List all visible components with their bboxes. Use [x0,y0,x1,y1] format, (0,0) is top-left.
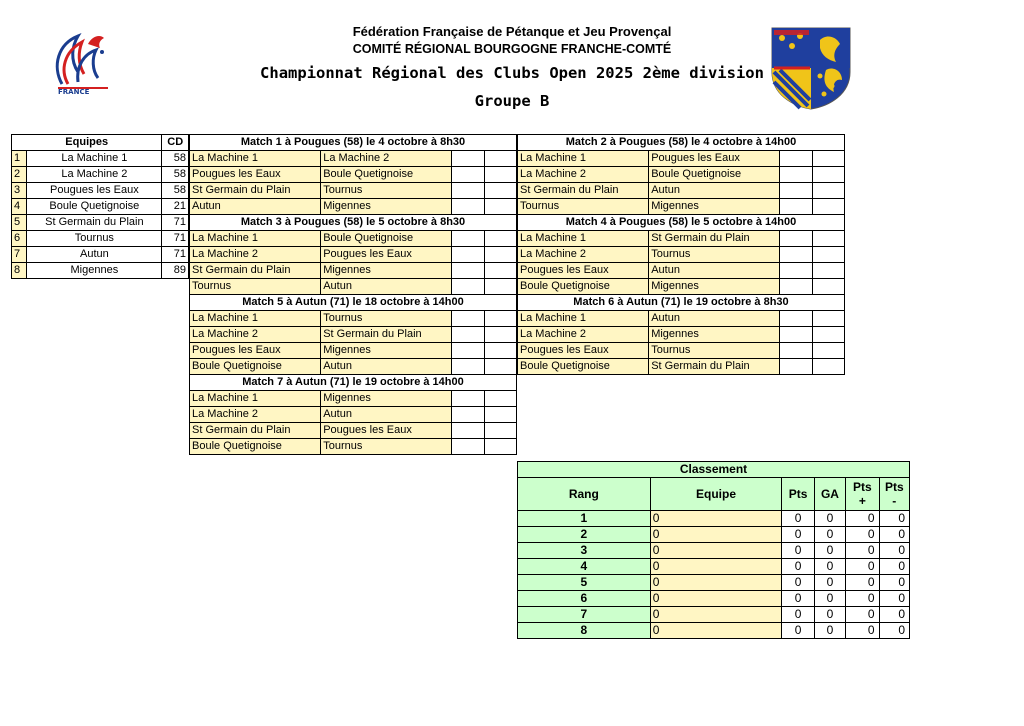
match-title: Match 5 à Autun (71) le 18 octobre à 14h00 [190,295,517,311]
score-home-cell [452,407,484,423]
score-away-cell [812,247,844,263]
score-away-cell [812,167,844,183]
game-row [518,231,845,247]
match-title: Match 2 à Pougues (58) le 4 octobre à 14h00 [518,135,845,151]
match-title: Match 7 à Autun (71) le 19 octobre à 14h00 [190,375,517,391]
classement-rang: 8 [518,623,651,639]
team-cd: 71 [162,215,189,231]
score-home-cell [452,183,484,199]
classement-row [518,543,910,559]
classement-rang: 6 [518,591,651,607]
away-team: Tournus [649,343,780,359]
home-team: La Machine 1 [518,231,649,247]
teams-header-equipes: Equipes [12,135,162,151]
score-home-cell [452,311,484,327]
score-home-cell [452,263,484,279]
home-team: Tournus [518,199,649,215]
classement-header-pts: Pts [782,478,814,511]
classement-pts-plus: 0 [846,527,879,543]
home-team: Boule Quetignoise [190,359,321,375]
classement-ga: 0 [814,623,845,639]
away-team: Migennes [321,343,452,359]
classement-header-pts-minus: Pts - [879,478,909,511]
score-home-cell [780,263,812,279]
team-name: Boule Quetignoise [27,199,162,215]
matches-right-column [517,134,845,375]
team-row [12,231,189,247]
score-home-cell [452,439,484,455]
score-away-cell [484,423,516,439]
classement-table [517,461,910,639]
game-row [518,311,845,327]
game-row [518,199,845,215]
classement-equipe: 0 [650,575,782,591]
team-number: 3 [12,183,27,199]
score-home-cell [780,151,812,167]
team-cd: 58 [162,167,189,183]
team-row [12,167,189,183]
home-team: Tournus [190,279,321,295]
score-home-cell [452,247,484,263]
team-number: 7 [12,247,27,263]
score-away-cell [484,247,516,263]
away-team: La Machine 2 [321,151,452,167]
game-row [190,391,517,407]
team-number: 4 [12,199,27,215]
away-team: St Germain du Plain [321,327,452,343]
classement-pts-plus: 0 [846,591,879,607]
away-team: St Germain du Plain [649,231,780,247]
team-cd: 71 [162,247,189,263]
home-team: La Machine 2 [518,247,649,263]
game-row [190,231,517,247]
classement-pts-minus: 0 [879,607,909,623]
score-away-cell [484,231,516,247]
score-away-cell [484,407,516,423]
score-home-cell [452,167,484,183]
away-team: Migennes [649,327,780,343]
game-row [190,151,517,167]
classement-equipe: 0 [650,543,782,559]
match-title: Match 4 à Pougues (58) le 5 octobre à 14h00 [518,215,845,231]
home-team: La Machine 2 [190,407,321,423]
team-number: 8 [12,263,27,279]
score-home-cell [452,279,484,295]
team-number: 5 [12,215,27,231]
group-title: Groupe B [474,92,550,110]
away-team: Boule Quetignoise [321,231,452,247]
team-name: La Machine 1 [27,151,162,167]
teams-header-cd: CD [162,135,189,151]
home-team: Autun [190,199,321,215]
game-row [518,151,845,167]
match-header-row [190,135,517,151]
classement-pts-minus: 0 [879,591,909,607]
home-team: Pougues les Eaux [518,263,649,279]
score-home-cell [780,247,812,263]
game-row [190,407,517,423]
page-title: Championnat Régional des Clubs Open 2025 2ème division [260,64,764,82]
team-row [12,263,189,279]
away-team: Autun [649,183,780,199]
team-name: Tournus [27,231,162,247]
score-away-cell [812,151,844,167]
team-cd: 58 [162,151,189,167]
away-team: Migennes [321,199,452,215]
home-team: Pougues les Eaux [190,167,321,183]
classement-pts: 0 [782,543,814,559]
classement-row [518,559,910,575]
score-home-cell [780,183,812,199]
team-name: La Machine 2 [27,167,162,183]
classement-row [518,607,910,623]
classement-pts: 0 [782,575,814,591]
home-team: Boule Quetignoise [518,279,649,295]
logo-caption: FRANCE [58,88,90,96]
classement-pts-minus: 0 [879,575,909,591]
classement-pts-plus: 0 [846,623,879,639]
team-row [12,151,189,167]
home-team: St Germain du Plain [190,183,321,199]
classement-pts-minus: 0 [879,527,909,543]
classement-row [518,591,910,607]
score-home-cell [780,279,812,295]
game-row [190,247,517,263]
score-home-cell [452,423,484,439]
match-header-row [190,295,517,311]
classement-header-pts-plus: Pts + [846,478,879,511]
away-team: Tournus [321,439,452,455]
away-team: Tournus [321,183,452,199]
score-away-cell [812,199,844,215]
match-title: Match 1 à Pougues (58) le 4 octobre à 8h30 [190,135,517,151]
classement-row [518,623,910,639]
team-cd: 89 [162,263,189,279]
team-row [12,247,189,263]
away-team: Boule Quetignoise [649,167,780,183]
score-away-cell [812,263,844,279]
team-row [12,215,189,231]
away-team: Pougues les Eaux [649,151,780,167]
game-row [518,167,845,183]
classement-header-rang: Rang [518,478,651,511]
home-team: La Machine 1 [518,151,649,167]
away-team: Autun [321,279,452,295]
score-away-cell [484,391,516,407]
score-home-cell [780,311,812,327]
classement-equipe: 0 [650,511,782,527]
match-header-row [518,215,845,231]
match-title: Match 6 à Autun (71) le 19 octobre à 8h30 [518,295,845,311]
team-cd: 71 [162,231,189,247]
team-number: 2 [12,167,27,183]
classement-pts-minus: 0 [879,623,909,639]
game-row [190,359,517,375]
home-team: St Germain du Plain [190,423,321,439]
score-away-cell [484,151,516,167]
team-name: Autun [27,247,162,263]
home-team: La Machine 2 [518,167,649,183]
score-away-cell [484,343,516,359]
classement-equipe: 0 [650,527,782,543]
score-away-cell [812,279,844,295]
home-team: La Machine 2 [190,327,321,343]
game-row [190,311,517,327]
score-away-cell [812,231,844,247]
home-team: Boule Quetignoise [518,359,649,375]
classement-header-ga: GA [814,478,845,511]
score-away-cell [812,327,844,343]
score-home-cell [452,231,484,247]
classement-pts-plus: 0 [846,559,879,575]
score-away-cell [484,279,516,295]
score-home-cell [780,231,812,247]
away-team: Boule Quetignoise [321,167,452,183]
score-home-cell [780,327,812,343]
classement-pts: 0 [782,527,814,543]
away-team: Migennes [321,263,452,279]
classement-pts: 0 [782,591,814,607]
away-team: Autun [649,263,780,279]
score-away-cell [484,263,516,279]
game-row [190,199,517,215]
home-team: La Machine 1 [190,391,321,407]
game-row [518,247,845,263]
classement-ga: 0 [814,527,845,543]
classement-title: Classement [518,462,910,478]
classement-rang: 3 [518,543,651,559]
home-team: St Germain du Plain [190,263,321,279]
classement-pts-plus: 0 [846,607,879,623]
classement-ga: 0 [814,575,845,591]
home-team: La Machine 2 [518,327,649,343]
team-number: 1 [12,151,27,167]
match-header-row [518,295,845,311]
classement-ga: 0 [814,543,845,559]
game-row [518,263,845,279]
home-team: La Machine 2 [190,247,321,263]
comite-name: COMITÉ RÉGIONAL BOURGOGNE FRANCHE-COMTÉ [352,42,672,56]
team-name: Pougues les Eaux [27,183,162,199]
classement-ga: 0 [814,559,845,575]
score-away-cell [484,183,516,199]
game-row [518,327,845,343]
classement-pts-plus: 0 [846,511,879,527]
home-team: Pougues les Eaux [190,343,321,359]
classement-rang: 1 [518,511,651,527]
game-row [518,183,845,199]
classement-header-equipe: Equipe [650,478,782,511]
classement-ga: 0 [814,607,845,623]
score-home-cell [780,199,812,215]
score-away-cell [812,183,844,199]
match-header-row [190,215,517,231]
match-title: Match 3 à Pougues (58) le 5 octobre à 8h30 [190,215,517,231]
game-row [190,183,517,199]
score-away-cell [484,199,516,215]
teams-table [11,134,189,279]
score-home-cell [452,199,484,215]
score-home-cell [780,359,812,375]
team-cd: 58 [162,183,189,199]
score-home-cell [452,359,484,375]
game-row [518,279,845,295]
federation-name: Fédération Française de Pétanque et Jeu Provençal [352,24,672,39]
game-row [518,343,845,359]
home-team: La Machine 1 [190,231,321,247]
score-away-cell [484,439,516,455]
matches-left-column [189,134,517,455]
home-team: La Machine 1 [190,151,321,167]
score-home-cell [452,391,484,407]
away-team: Autun [321,359,452,375]
away-team: Tournus [321,311,452,327]
game-row [190,423,517,439]
away-team: Migennes [649,279,780,295]
classement-pts-plus: 0 [846,575,879,591]
classement-pts: 0 [782,559,814,575]
home-team: Pougues les Eaux [518,343,649,359]
away-team: Pougues les Eaux [321,423,452,439]
team-name: St Germain du Plain [27,215,162,231]
game-row [190,327,517,343]
team-name: Migennes [27,263,162,279]
classement-equipe: 0 [650,607,782,623]
match-header-row [190,375,517,391]
away-team: Autun [321,407,452,423]
score-away-cell [812,343,844,359]
away-team: St Germain du Plain [649,359,780,375]
classement-pts-minus: 0 [879,511,909,527]
classement-pts: 0 [782,511,814,527]
game-row [190,343,517,359]
game-row [190,263,517,279]
classement-ga: 0 [814,511,845,527]
classement-equipe: 0 [650,591,782,607]
classement-pts: 0 [782,607,814,623]
score-home-cell [452,343,484,359]
home-team: St Germain du Plain [518,183,649,199]
team-row [12,183,189,199]
classement-row [518,527,910,543]
game-row [190,439,517,455]
team-cd: 21 [162,199,189,215]
classement-pts-plus: 0 [846,543,879,559]
home-team: La Machine 1 [190,311,321,327]
match-header-row [518,135,845,151]
score-away-cell [484,311,516,327]
home-team: La Machine 1 [518,311,649,327]
away-team: Migennes [321,391,452,407]
classement-rang: 7 [518,607,651,623]
game-row [190,279,517,295]
classement-rang: 5 [518,575,651,591]
score-away-cell [812,359,844,375]
score-away-cell [484,359,516,375]
classement-row [518,575,910,591]
classement-rang: 2 [518,527,651,543]
team-row [12,199,189,215]
game-row [518,359,845,375]
classement-equipe: 0 [650,559,782,575]
classement-pts-minus: 0 [879,543,909,559]
classement-row [518,511,910,527]
away-team: Migennes [649,199,780,215]
score-home-cell [780,343,812,359]
classement-equipe: 0 [650,623,782,639]
score-home-cell [452,327,484,343]
classement-rang: 4 [518,559,651,575]
home-team: Boule Quetignoise [190,439,321,455]
classement-ga: 0 [814,591,845,607]
score-home-cell [780,167,812,183]
away-team: Autun [649,311,780,327]
team-number: 6 [12,231,27,247]
score-away-cell [484,167,516,183]
score-away-cell [484,327,516,343]
score-away-cell [812,311,844,327]
classement-pts-minus: 0 [879,559,909,575]
score-home-cell [452,151,484,167]
game-row [190,167,517,183]
classement-pts: 0 [782,623,814,639]
away-team: Tournus [649,247,780,263]
away-team: Pougues les Eaux [321,247,452,263]
